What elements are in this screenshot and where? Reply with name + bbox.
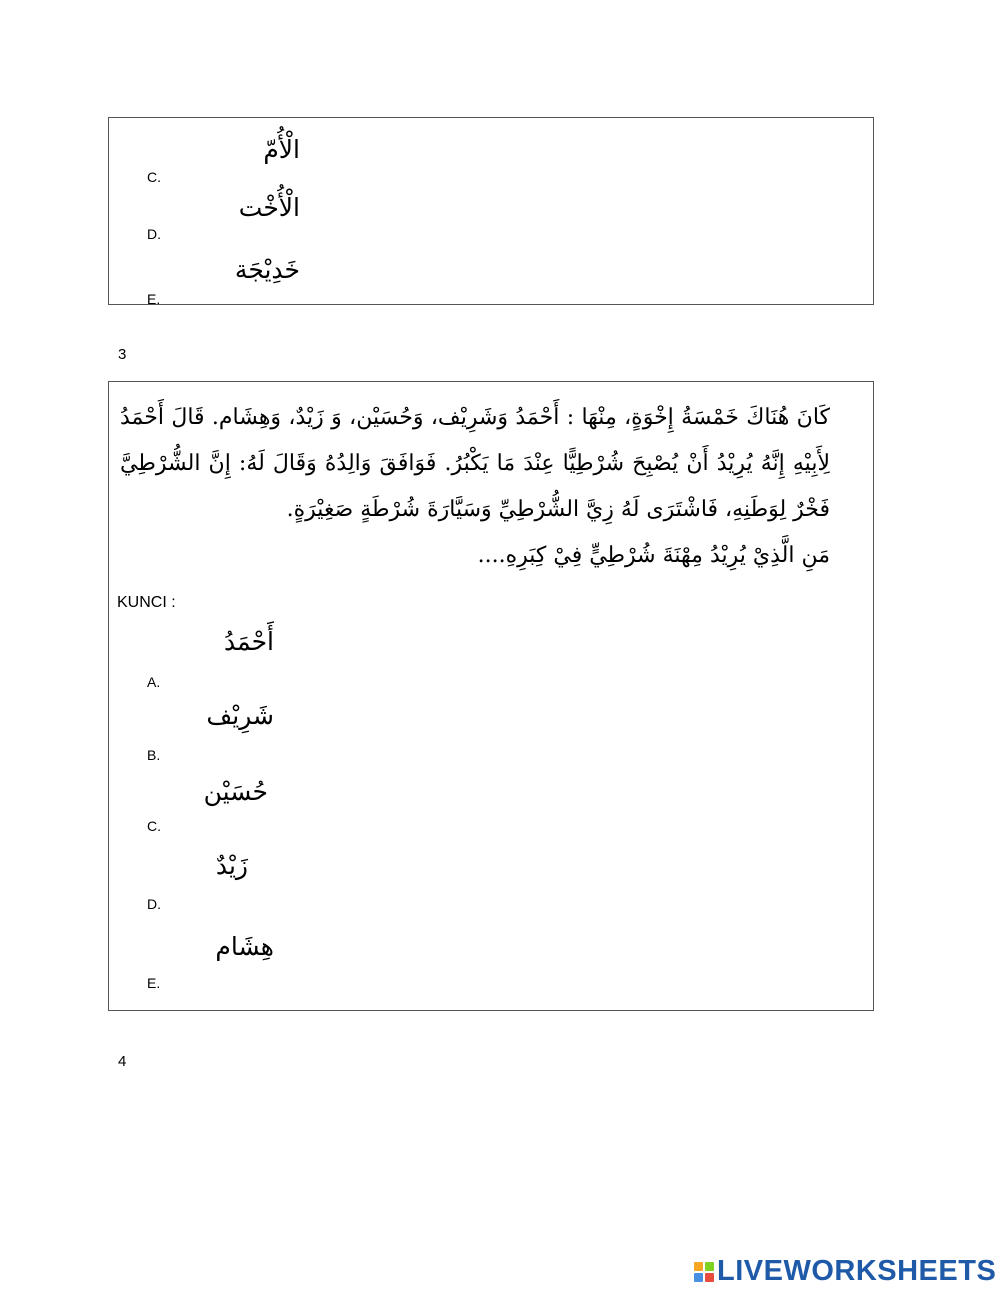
option-b-label: B. xyxy=(147,747,161,763)
option-e-label-q3: E. xyxy=(147,975,161,991)
option-a-arabic[interactable]: أَحْمَدُ xyxy=(224,627,274,656)
option-e-label: E. xyxy=(147,291,161,307)
reading-passage xyxy=(120,395,830,579)
passage-text: كَانَ هُنَاكَ خَمْسَةُ إِخْوَةٍ، مِنْهَا : أَحْمَدُ وَشَرِيْف، وَحُسَيْن، وَ زَيْدٌ، وَهِشَام. قَالَ أَحْمَدُ لِأَبِيْهِ إِنَّهُ يُرِيْدُ أَنْ يُصْبِحَ شُرْطِيًّا عِنْدَ مَا يَكْبُرُ. فَوَافَقَ وَالِدُهُ وَقَالَ لَهُ: إِنَّ الشُّرْطِيَّ فَخْرٌ لِوَطَنِهِ، فَاشْتَرَى لَهُ زِيَّ الشُّرْطِيِّ وَسَيَّارَةَ شُرْطَةٍ صَغِيْرَةٍ. xyxy=(120,405,830,522)
logo-grid-icon xyxy=(694,1262,714,1282)
liveworksheets-logo xyxy=(694,1255,996,1288)
question-2-box xyxy=(108,117,874,305)
option-d-label: D. xyxy=(147,226,161,242)
option-d-arabic[interactable]: الْأُخْت xyxy=(238,193,300,222)
option-c-label-q3: C. xyxy=(147,818,161,834)
logo-square-3 xyxy=(694,1273,703,1282)
option-e-arabic[interactable]: خَدِيْجَة xyxy=(234,255,300,284)
option-d-arabic-q3[interactable]: زَيْدٌ xyxy=(215,851,248,880)
answer-key-label: KUNCI : xyxy=(117,594,176,611)
option-d-label-q3: D. xyxy=(147,896,161,912)
logo-square-4 xyxy=(705,1273,714,1282)
logo-square-1 xyxy=(694,1262,703,1271)
option-b-arabic[interactable]: شَرِيْف xyxy=(206,701,274,730)
option-e-arabic-q3[interactable]: هِشَام xyxy=(215,932,274,961)
logo-text: LIVEWORKSHEETS xyxy=(717,1255,997,1287)
question-text: مَنِ الَّذِيْ يُرِيْدُ مِهْنَةَ شُرْطِيٍّ فِيْ كِبَرِهِ.... xyxy=(477,543,830,568)
question-number-3: 3 xyxy=(118,346,127,363)
option-c-arabic[interactable]: الْأُمّ xyxy=(263,135,300,164)
option-a-label: A. xyxy=(147,674,161,690)
question-number-4: 4 xyxy=(118,1053,127,1070)
logo-square-2 xyxy=(705,1262,714,1271)
option-c-label: C. xyxy=(147,169,161,185)
option-c-arabic-q3[interactable]: حُسَيْن xyxy=(203,777,268,806)
